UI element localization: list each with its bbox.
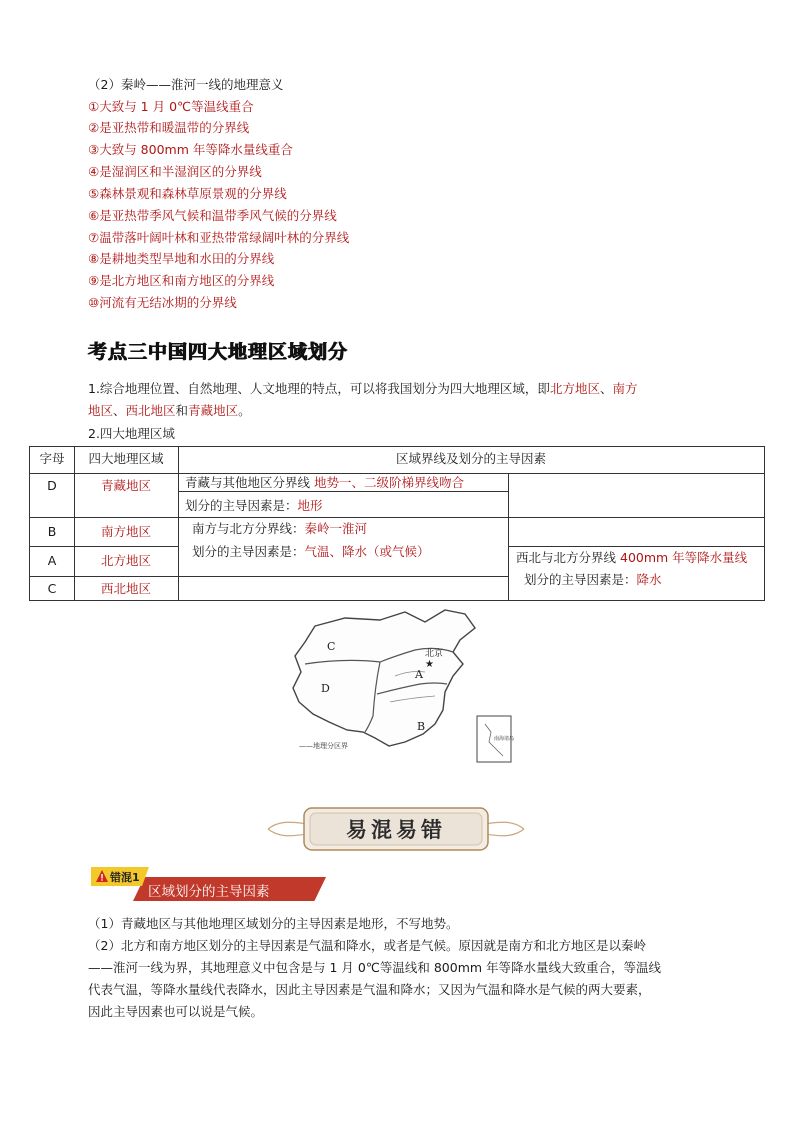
table-cell-letter: B [47, 524, 57, 539]
map-capital-label: 北京 [425, 649, 444, 659]
list-item: ①大致与 1 月 0℃等温线重合 [88, 99, 254, 114]
note-line: 代表气温，等降水量线代表降水，因此主导因素是气温和降水；又因为气温和降水是气候的两大要素， [88, 982, 651, 997]
section-heading: 考点三中国四大地理区域划分 [88, 341, 349, 363]
table-cell-factor [185, 497, 323, 515]
highlight: 西北地区 [125, 403, 176, 418]
table-cell-region: 青藏地区 [100, 478, 151, 493]
table-cell-factor [192, 543, 430, 561]
banner [262, 800, 530, 858]
list-item: ②是亚热带和暖温带的分界线 [88, 120, 250, 135]
label: 划分的主导因素是： [192, 544, 305, 559]
value: 秦岭一淮河 [304, 521, 368, 536]
map-label-a: A [415, 668, 423, 681]
table-cell-region: 南方地区 [100, 524, 151, 539]
list-item: ④是湿润区和半湿润区的分界线 [88, 164, 262, 179]
highlight: 南方 [612, 381, 638, 396]
table-cell-region: 西北地区 [100, 581, 151, 596]
regions-table [29, 446, 765, 601]
map-label-c: C [327, 640, 336, 653]
table-cell-boundary [185, 474, 464, 492]
para-text: 。 [238, 403, 251, 418]
label: 划分的主导因素是： [185, 498, 298, 513]
error-tag-title: 区域划分的主导因素 [148, 884, 270, 900]
list-item: ⑦温带落叶阔叶林和亚热带常绿阔叶林的分界线 [88, 230, 350, 245]
warning-icon [95, 869, 109, 883]
value: 地形 [297, 498, 323, 513]
highlight: 青藏地区 [188, 403, 239, 418]
note-line: （2）北方和南方地区划分的主导因素是气温和降水，或者是气候。原因就是南方和北方地区是以秦岭 [88, 938, 646, 953]
star-icon: ★ [425, 659, 434, 670]
label: 划分的主导因素是： [524, 572, 637, 587]
table-cell-letter: C [47, 581, 57, 596]
paragraph-line: 2.四大地理区域 [88, 426, 175, 441]
value: 气温、降水（或气候） [304, 544, 430, 559]
table-header: 字母 [39, 451, 65, 466]
map-label-d: D [321, 682, 330, 695]
list-item: ⑧是耕地类型旱地和水田的分界线 [88, 251, 275, 266]
paragraph-line [88, 400, 251, 422]
map-label-b: B [417, 720, 426, 733]
para-text: 、 [599, 381, 613, 396]
note-line: 因此主导因素也可以说是气候。 [88, 1004, 264, 1019]
label: 青藏与其他地区分界线 [185, 475, 311, 490]
table-cell-boundary [192, 520, 367, 538]
country-outline [293, 610, 475, 746]
para-text: 1.综合地理位置、自然地理、人文地理的特点，可以将我国划分为四大地理区域，即 [88, 381, 550, 396]
china-regions-map [285, 606, 525, 766]
value: 降水 [636, 572, 662, 587]
highlight: 北方地区 [549, 381, 600, 396]
paragraph-line [88, 378, 637, 400]
map-legend: ——地理分区界 [299, 742, 348, 750]
label: 西北与北方分界线 [516, 550, 617, 565]
highlight: 地区 [88, 403, 114, 418]
table-header: 区域界线及划分的主导因素 [395, 451, 546, 466]
section-title: （2）秦岭——淮河一线的地理意义 [88, 77, 284, 92]
label: 南方与北方分界线： [192, 521, 305, 536]
list-item: ⑥是亚热带季风气候和温带季风气候的分界线 [88, 208, 337, 223]
table-cell-letter: D [47, 478, 57, 493]
inset-label: 南海诸岛 [494, 736, 515, 742]
table-cell-boundary [516, 549, 747, 567]
para-text: 和 [175, 403, 189, 418]
note-line: ——淮河一线为界，其地理意义中包含是与 1 月 0℃等温线和 800mm 年等降水量线大致重合，等温线 [88, 960, 662, 975]
error-tag-badge-label: 错混1 [110, 871, 140, 884]
table-cell-region: 北方地区 [100, 553, 151, 568]
list-item: ⑤森林景观和森林草原景观的分界线 [88, 186, 287, 201]
list-item: ⑩河流有无结冰期的分界线 [88, 295, 237, 310]
value: 地势一、二级阶梯界线吻合 [314, 475, 465, 490]
table-header: 四大地理区域 [88, 451, 164, 466]
table-cell-factor [524, 571, 662, 589]
note-line: （1）青藏地区与其他地理区域划分的主导因素是地形，不写地势。 [88, 916, 459, 931]
value: 400mm 年等降水量线 [620, 550, 748, 565]
banner-title: 易混易错 [346, 817, 446, 842]
map-graphic [285, 606, 525, 766]
list-item: ③大致与 800mm 年等降水量线重合 [88, 142, 293, 157]
para-text: 、 [113, 403, 126, 418]
table-cell-letter: A [47, 553, 57, 568]
list-item: ⑨是北方地区和南方地区的分界线 [88, 273, 275, 288]
